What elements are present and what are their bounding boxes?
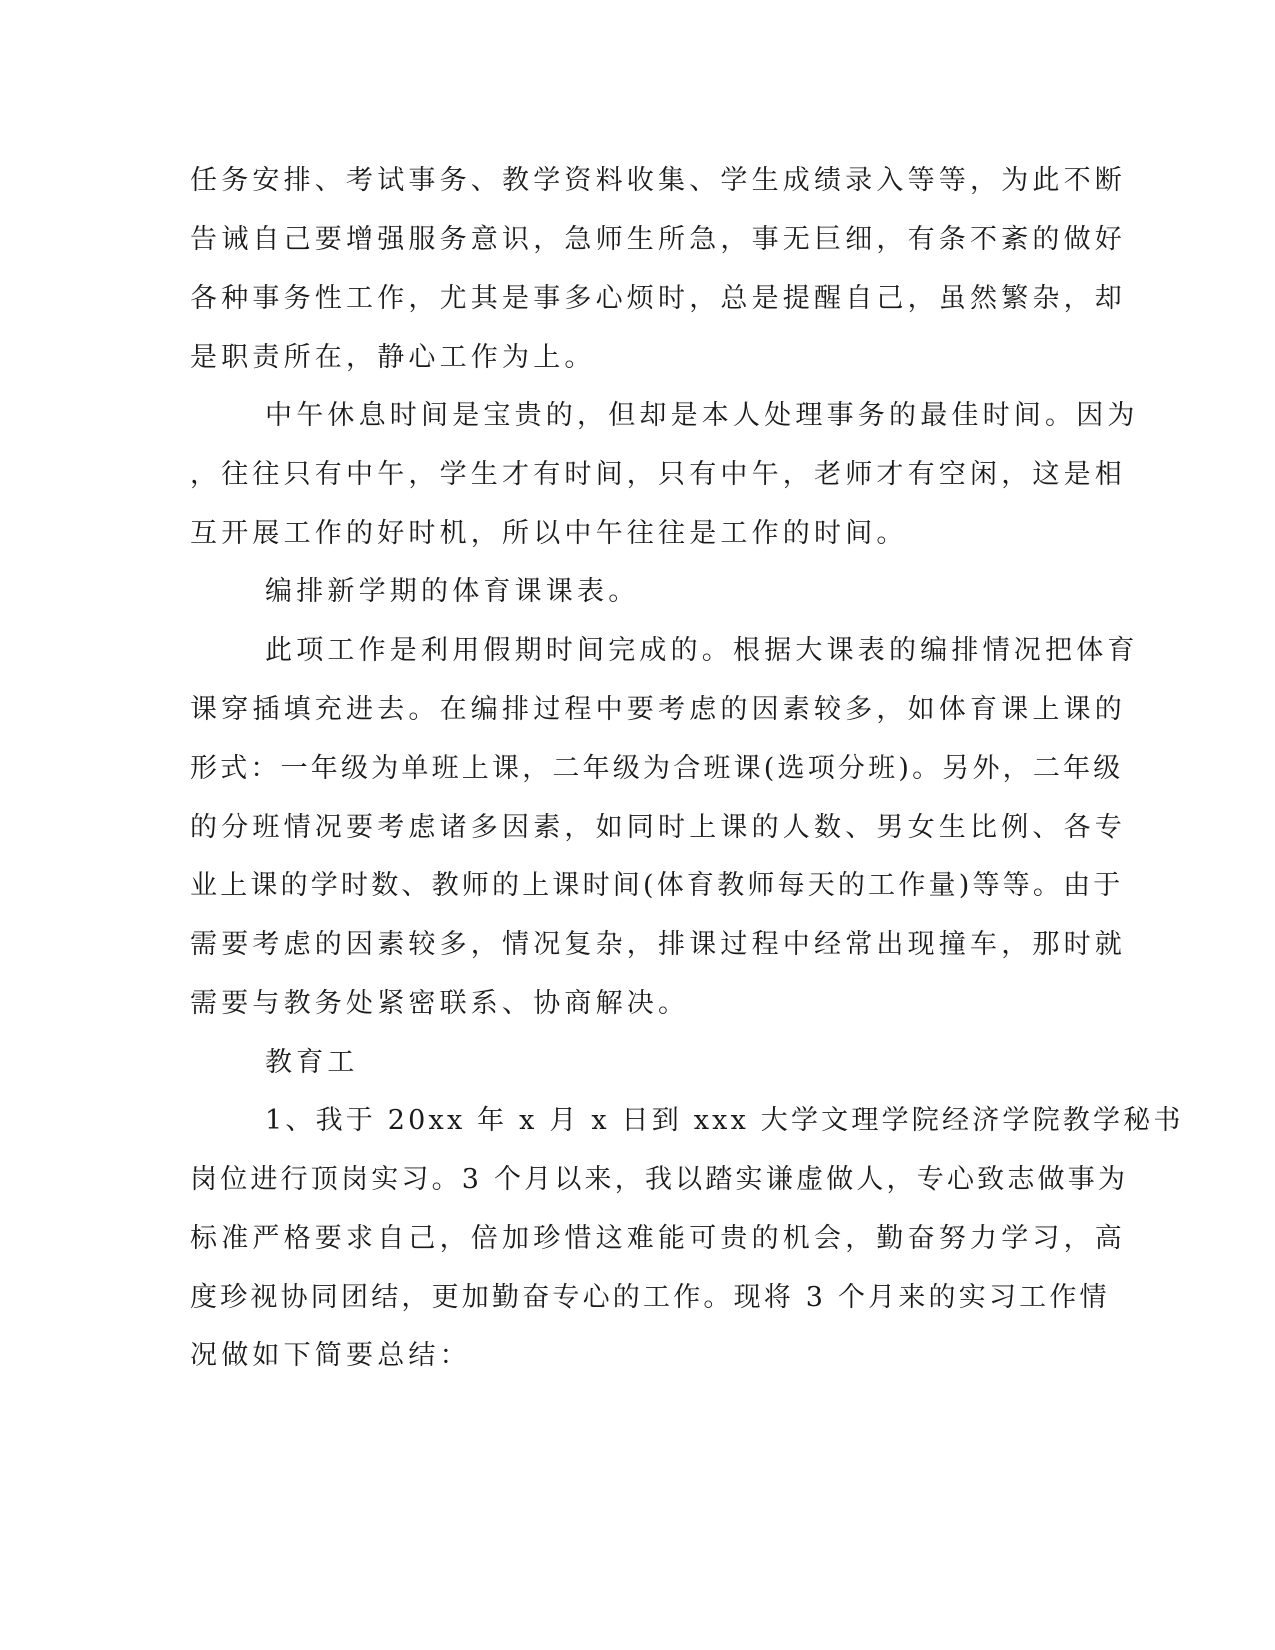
text-line: ，往往只有中午，学生才有时间，只有中午，老师才有空闲，这是相	[190, 459, 1126, 490]
text-line: 标准严格要求自己，倍加珍惜这难能可贵的机会，勤奋努力学习，高	[190, 1223, 1126, 1254]
text-line: 互开展工作的好时机，所以中午往往是工作的时间。	[190, 518, 908, 549]
text-line: 任务安排、考试事务、教学资料收集、学生成绩录入等等，为此不断	[190, 165, 1126, 196]
text-line: 是职责所在，静心工作为上。	[190, 342, 596, 373]
text-line: 业上课的学时数、教师的上课时间(体育教师每天的工作量)等等。由于	[190, 870, 1124, 901]
text-line: 度珍视协同团结，更加勤奋专心的工作。现将 3 个月来的实习工作情	[190, 1282, 1110, 1313]
text-line: 告诫自己要增强服务意识，急师生所急，事无巨细，有条不紊的做好	[190, 224, 1126, 255]
text-line: 需要考虑的因素较多，情况复杂，排课过程中经常出现撞车，那时就	[190, 929, 1126, 960]
text-line: 需要与教务处紧密联系、协商解决。	[190, 988, 690, 1019]
paragraph-first-line: 此项工作是利用假期时间完成的。根据大课表的编排情况把体育	[265, 635, 1139, 666]
text-line: 各种事务性工作，尤其是事多心烦时，总是提醒自己，虽然繁杂，却	[190, 283, 1126, 314]
paragraph-first-line: 中午休息时间是宝贵的，但却是本人处理事务的最佳时间。因为	[265, 400, 1139, 431]
text-line: 况做如下简要总结：	[190, 1340, 471, 1371]
section-heading: 编排新学期的体育课课表。	[265, 576, 640, 607]
paragraph-first-line: 1、我于 20xx 年 x 月 x 日到 xxx 大学文理学院经济学院教学秘书	[265, 1105, 1184, 1136]
text-line: 形式：一年级为单班上课，二年级为合班课(选项分班)。另外，二年级	[190, 753, 1124, 784]
section-heading: 教育工	[265, 1047, 359, 1078]
text-line: 的分班情况要考虑诸多因素，如同时上课的人数、男女生比例、各专	[190, 812, 1126, 843]
text-line: 课穿插填充进去。在编排过程中要考虑的因素较多，如体育课上课的	[190, 694, 1126, 725]
text-line: 岗位进行顶岗实习。3 个月以来，我以踏实谦虚做人，专心致志做事为	[190, 1164, 1129, 1195]
